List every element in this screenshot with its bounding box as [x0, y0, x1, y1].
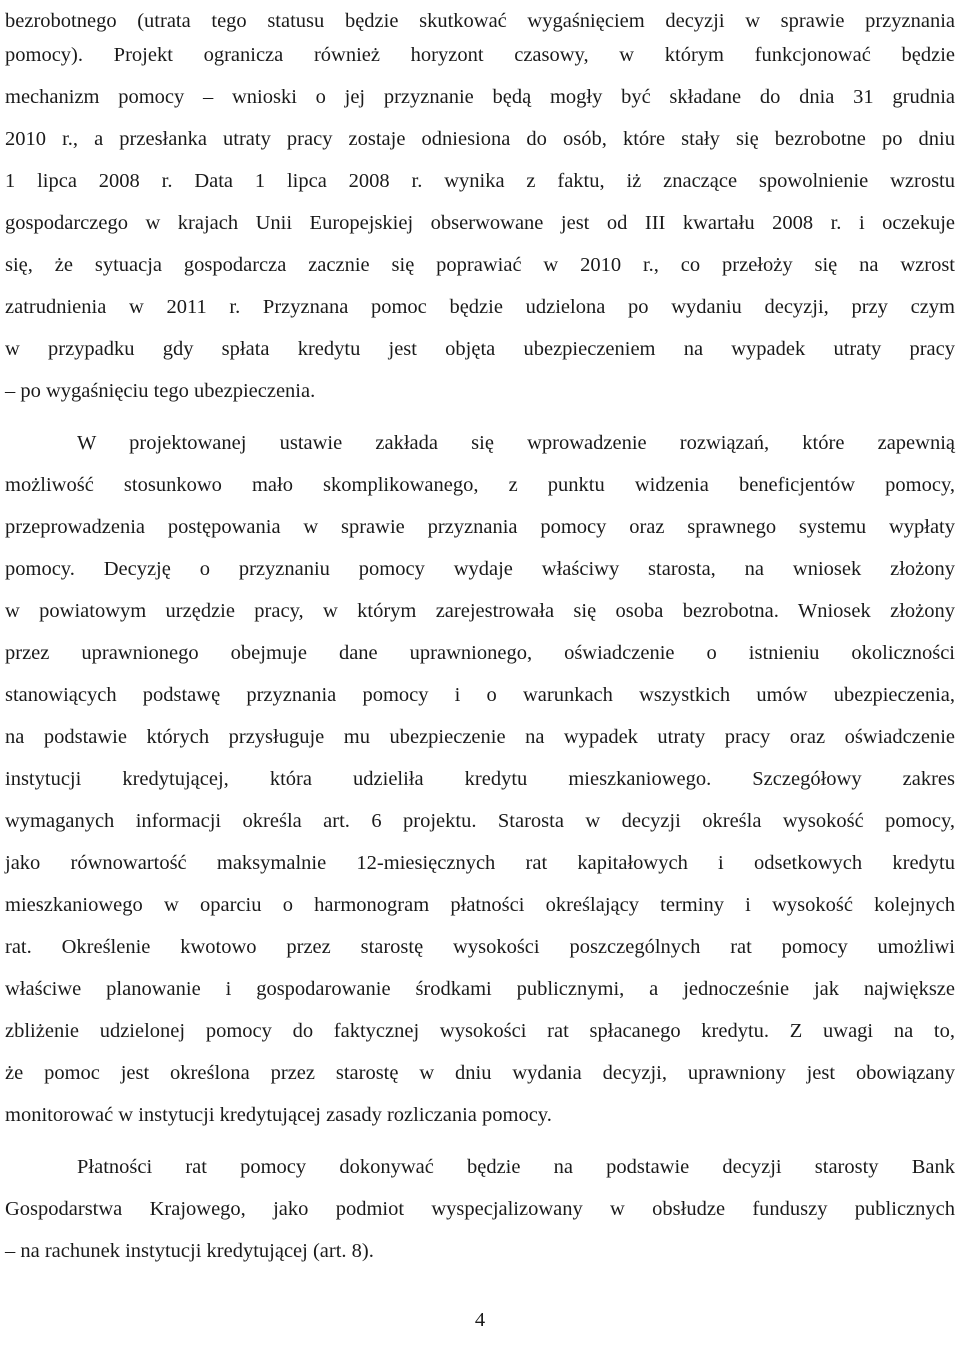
text-line: w powiatowym urzędzie pracy, w którym zarejestrowała się osoba bezrobotna. Wniosek złożony	[5, 600, 955, 622]
text-line: pomocy). Projekt ogranicza również horyzont czasowy, w którym funkcjonować będzie	[5, 44, 955, 66]
text-line: przeprowadzenia postępowania w sprawie przyznania pomocy oraz sprawnego systemu wypłaty	[5, 516, 955, 538]
text-line: monitorować w instytucji kredytującej zasady rozliczania pomocy.	[5, 1104, 552, 1126]
text-line: możliwość stosunkowo mało skomplikowanego, z punktu widzenia beneficjentów pomocy,	[5, 474, 955, 496]
text-line: mechanizm pomocy – wnioski o jej przyznanie będą mogły być składane do dnia 31 grudnia	[5, 86, 955, 108]
text-line: Płatności rat pomocy dokonywać będzie na podstawie decyzji starosty Bank	[77, 1156, 955, 1178]
text-line: Gospodarstwa Krajowego, jako podmiot wyspecjalizowany w obsłudze funduszy publicznych	[5, 1198, 955, 1220]
text-line: 1 lipca 2008 r. Data 1 lipca 2008 r. wynika z faktu, iż znaczące spowolnienie wzrostu	[5, 170, 955, 192]
text-line: na podstawie których przysługuje mu ubezpieczenie na wypadek utraty pracy oraz oświadczenie	[5, 726, 955, 748]
text-line: pomocy. Decyzję o przyznaniu pomocy wydaje właściwy starosta, na wniosek złożony	[5, 558, 955, 580]
text-line: W projektowanej ustawie zakłada się wprowadzenie rozwiązań, które zapewnią	[77, 432, 955, 454]
text-line: zatrudnienia w 2011 r. Przyznana pomoc będzie udzielona po wydaniu decyzji, przy czym	[5, 296, 955, 318]
document-page	[5, 0, 955, 1356]
text-line: 2010 r., a przesłanka utraty pracy zostaje odniesiona do osób, które stały się bezrobotne po dniu	[5, 128, 955, 150]
text-line: się, że sytuacja gospodarcza zacznie się poprawiać w 2010 r., co przełoży się na wzrost	[5, 254, 955, 276]
text-line: stanowiących podstawę przyznania pomocy i o warunkach wszystkich umów ubezpieczenia,	[5, 684, 955, 706]
text-line: bezrobotnego (utrata tego statusu będzie skutkować wygaśnięciem decyzji w sprawie przyznania	[5, 10, 955, 32]
text-line: właściwe planowanie i gospodarowanie środkami publicznymi, a jednocześnie jak największe	[5, 978, 955, 1000]
text-line: mieszkaniowego w oparciu o harmonogram płatności określający terminy i wysokość kolejnych	[5, 894, 955, 916]
text-line: że pomoc jest określona przez starostę w dniu wydania decyzji, uprawniony jest obowiązany	[5, 1062, 955, 1084]
text-line: w przypadku gdy spłata kredytu jest objęta ubezpieczeniem na wypadek utraty pracy	[5, 338, 955, 360]
text-line: gospodarczego w krajach Unii Europejskiej obserwowane jest od III kwartału 2008 r. i oczekuje	[5, 212, 955, 234]
text-line: zbliżenie udzielonej pomocy do faktycznej wysokości rat spłacanego kredytu. Z uwagi na to,	[5, 1020, 955, 1042]
text-line: przez uprawnionego obejmuje dane uprawnionego, oświadczenie o istnieniu okoliczności	[5, 642, 955, 664]
text-line: wymaganych informacji określa art. 6 projektu. Starosta w decyzji określa wysokość pomocy,	[5, 810, 955, 832]
page-number: 4	[474, 1309, 486, 1331]
text-line: jako równowartość maksymalnie 12-miesięcznych rat kapitałowych i odsetkowych kredytu	[5, 852, 955, 874]
text-line: – po wygaśnięciu tego ubezpieczenia.	[5, 380, 316, 402]
text-line: instytucji kredytującej, która udzieliła kredytu mieszkaniowego. Szczegółowy zakres	[5, 768, 955, 790]
text-line: rat. Określenie kwotowo przez starostę wysokości poszczególnych rat pomocy umożliwi	[5, 936, 955, 958]
text-line: – na rachunek instytucji kredytującej (art. 8).	[5, 1240, 374, 1262]
